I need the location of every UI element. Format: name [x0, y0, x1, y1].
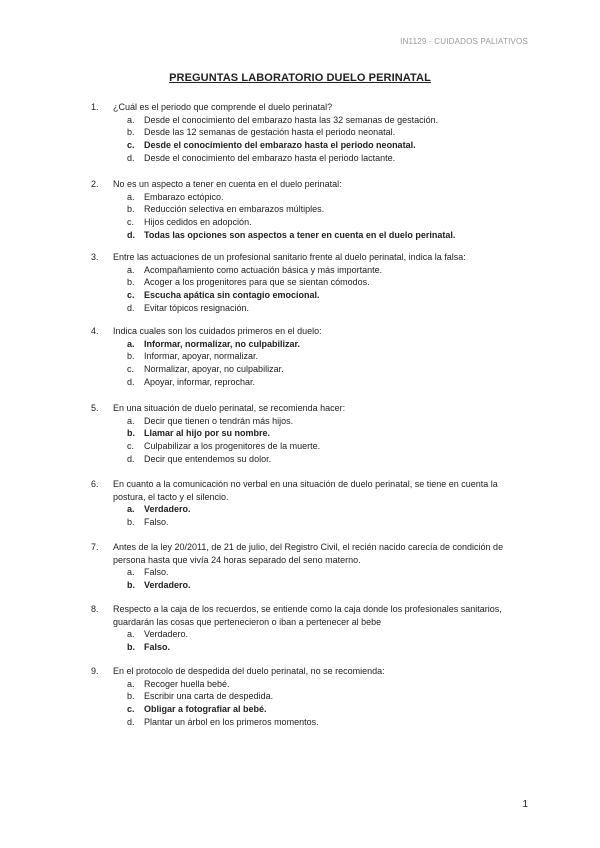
question-text: Entre las actuaciones de un profesional sanitario frente al duelo perinatal, indica la falsa: — [113, 252, 466, 262]
option-text: Normalizar, apoyar, no culpabilizar. — [144, 364, 284, 375]
option-a — [91, 628, 531, 641]
option-letter: b. — [127, 127, 135, 138]
option-letter: a. — [127, 338, 135, 349]
question-number: 8. — [91, 604, 99, 614]
option-a — [91, 114, 531, 127]
question-9 — [91, 665, 531, 729]
option-b-correct — [91, 427, 531, 440]
option-text: Decir que entendemos su dolor. — [144, 453, 272, 464]
question-5 — [91, 402, 531, 466]
option-d-correct — [91, 229, 531, 242]
option-text: Hijos cedidos en adopción. — [144, 217, 252, 228]
option-letter: b. — [127, 204, 135, 215]
question-text: En el protocolo de despedida del duelo perinatal, no se recomienda: — [113, 666, 385, 676]
option-a — [91, 264, 531, 277]
option-text: Decir que tienen o tendrán más hijos. — [144, 415, 294, 426]
page-number: 1 — [522, 799, 528, 810]
option-a — [91, 415, 531, 428]
option-letter: c. — [127, 217, 135, 228]
option-text: Falso. — [144, 517, 169, 528]
option-letter: a. — [127, 264, 135, 275]
option-letter: a. — [127, 114, 135, 125]
option-letter: d. — [127, 229, 135, 240]
question-7 — [91, 541, 531, 592]
option-a — [91, 678, 531, 691]
option-letter: b. — [127, 428, 135, 439]
option-letter: a. — [127, 678, 135, 689]
option-text: Falso. — [144, 642, 171, 653]
option-c-correct — [91, 139, 531, 152]
question-number: 7. — [91, 542, 99, 552]
option-letter: a. — [127, 415, 135, 426]
question-number: 1. — [91, 102, 99, 112]
option-letter: b. — [127, 580, 135, 591]
option-text: Verdadero. — [144, 580, 191, 591]
option-a — [91, 566, 531, 579]
question-text: Indica cuales son los cuidados primeros en el duelo: — [113, 326, 322, 336]
option-letter: c. — [127, 704, 135, 715]
question-number: 2. — [91, 179, 99, 189]
question-6 — [91, 478, 531, 529]
option-letter: a. — [127, 191, 135, 202]
question-text: Antes de la ley 20/2011, de 21 de julio, del Registro Civil, el recién nacido carecía de condición de persona hasta que vivía 24 horas separado del seno materno. — [113, 542, 504, 565]
option-text: Falso. — [144, 567, 169, 578]
option-letter: a. — [127, 504, 135, 515]
option-d — [91, 453, 531, 466]
option-text: Recoger huella bebé. — [144, 678, 230, 689]
option-d — [91, 376, 531, 389]
option-c — [91, 363, 531, 376]
option-d — [91, 716, 531, 729]
option-letter: a. — [127, 629, 135, 640]
option-text: Reducción selectiva en embarazos múltiples. — [144, 204, 325, 215]
option-b — [91, 350, 531, 363]
question-text: En una situación de duelo perinatal, se recomienda hacer: — [113, 403, 346, 413]
running-header: IN1129 - CUIDADOS PALIATIVOS — [400, 37, 528, 46]
option-b-correct — [91, 579, 531, 592]
question-1 — [91, 101, 531, 165]
option-b-correct — [91, 641, 531, 654]
option-letter: d. — [127, 152, 135, 163]
question-3 — [91, 251, 531, 315]
option-c — [91, 440, 531, 453]
option-text: Acompañamiento como actuación básica y más importante. — [144, 264, 383, 275]
option-letter: b. — [127, 277, 135, 288]
option-letter: d. — [127, 716, 135, 727]
option-letter: b. — [127, 691, 135, 702]
question-number: 4. — [91, 326, 99, 336]
option-b — [91, 276, 531, 289]
option-letter: c. — [127, 140, 135, 151]
question-text: ¿Cuál es el periodo que comprende el duelo perinatal? — [113, 102, 333, 112]
option-text: Llamar al hijo por su nombre. — [144, 428, 271, 439]
option-c — [91, 216, 531, 229]
option-text: Informar, normalizar, no culpabilizar. — [144, 338, 301, 349]
option-b — [91, 516, 531, 529]
question-8 — [91, 603, 531, 654]
option-letter: d. — [127, 376, 135, 387]
question-number: 5. — [91, 403, 99, 413]
option-letter: c. — [127, 364, 135, 375]
question-2 — [91, 178, 531, 242]
option-text: Escribir una carta de despedida. — [144, 691, 274, 702]
question-number: 6. — [91, 479, 99, 489]
option-a-correct — [91, 338, 531, 351]
option-b — [91, 203, 531, 216]
option-letter: a. — [127, 567, 135, 578]
option-a-correct — [91, 503, 531, 516]
option-b — [91, 690, 531, 703]
option-letter: b. — [127, 642, 135, 653]
question-number: 3. — [91, 252, 99, 262]
option-text: Culpabilizar a los progenitores de la muerte. — [144, 441, 321, 452]
option-letter: b. — [127, 351, 135, 362]
option-d — [91, 152, 531, 165]
option-a — [91, 191, 531, 204]
option-text: Embarazo ectópico. — [144, 191, 224, 202]
option-text: Apoyar, informar, reprochar. — [144, 376, 256, 387]
option-text: Desde el conocimiento del embarazo hasta el periodo neonatal. — [144, 140, 416, 151]
question-text: Respecto a la caja de los recuerdos, se entiende como la caja donde los profesionales sanitarios, guardarán las cosas que pertenecieron o iban a pertenecer al bebe — [113, 604, 502, 627]
question-text: No es un aspecto a tener en cuenta en el duelo perinatal: — [113, 179, 342, 189]
option-c-correct — [91, 703, 531, 716]
question-4 — [91, 325, 531, 389]
option-text: Informar, apoyar, normalizar. — [144, 351, 259, 362]
option-text: Desde el conocimiento del embarazo hasta el periodo lactante. — [144, 152, 396, 163]
option-letter: c. — [127, 290, 135, 301]
question-number: 9. — [91, 666, 99, 676]
page-title: PREGUNTAS LABORATORIO DUELO PERINATAL — [169, 72, 431, 84]
option-text: Desde las 12 semanas de gestación hasta el periodo neonatal. — [144, 127, 396, 138]
option-c-correct — [91, 289, 531, 302]
option-text: Acoger a los progenitores para que se sientan cómodos. — [144, 277, 370, 288]
option-d — [91, 302, 531, 315]
option-b — [91, 126, 531, 139]
option-text: Evitar tópicos resignación. — [144, 302, 250, 313]
option-letter: d. — [127, 302, 135, 313]
question-text: En cuanto a la comunicación no verbal en una situación de duelo perinatal, se tiene en cuenta la postura, el tacto y el silencio. — [113, 479, 498, 502]
option-text: Verdadero. — [144, 629, 189, 640]
option-text: Todas las opciones son aspectos a tener en cuenta en el duelo perinatal. — [144, 229, 456, 240]
option-text: Escucha apática sin contagio emocional. — [144, 290, 320, 301]
option-letter: d. — [127, 453, 135, 464]
option-letter: c. — [127, 441, 135, 452]
option-text: Verdadero. — [144, 504, 191, 515]
option-text: Desde el conocimiento del embarazo hasta las 32 semanas de gestación. — [144, 114, 439, 125]
option-text: Obligar a fotografiar al bebé. — [144, 704, 267, 715]
option-letter: b. — [127, 517, 135, 528]
option-text: Plantar un árbol en los primeros momentos. — [144, 716, 319, 727]
